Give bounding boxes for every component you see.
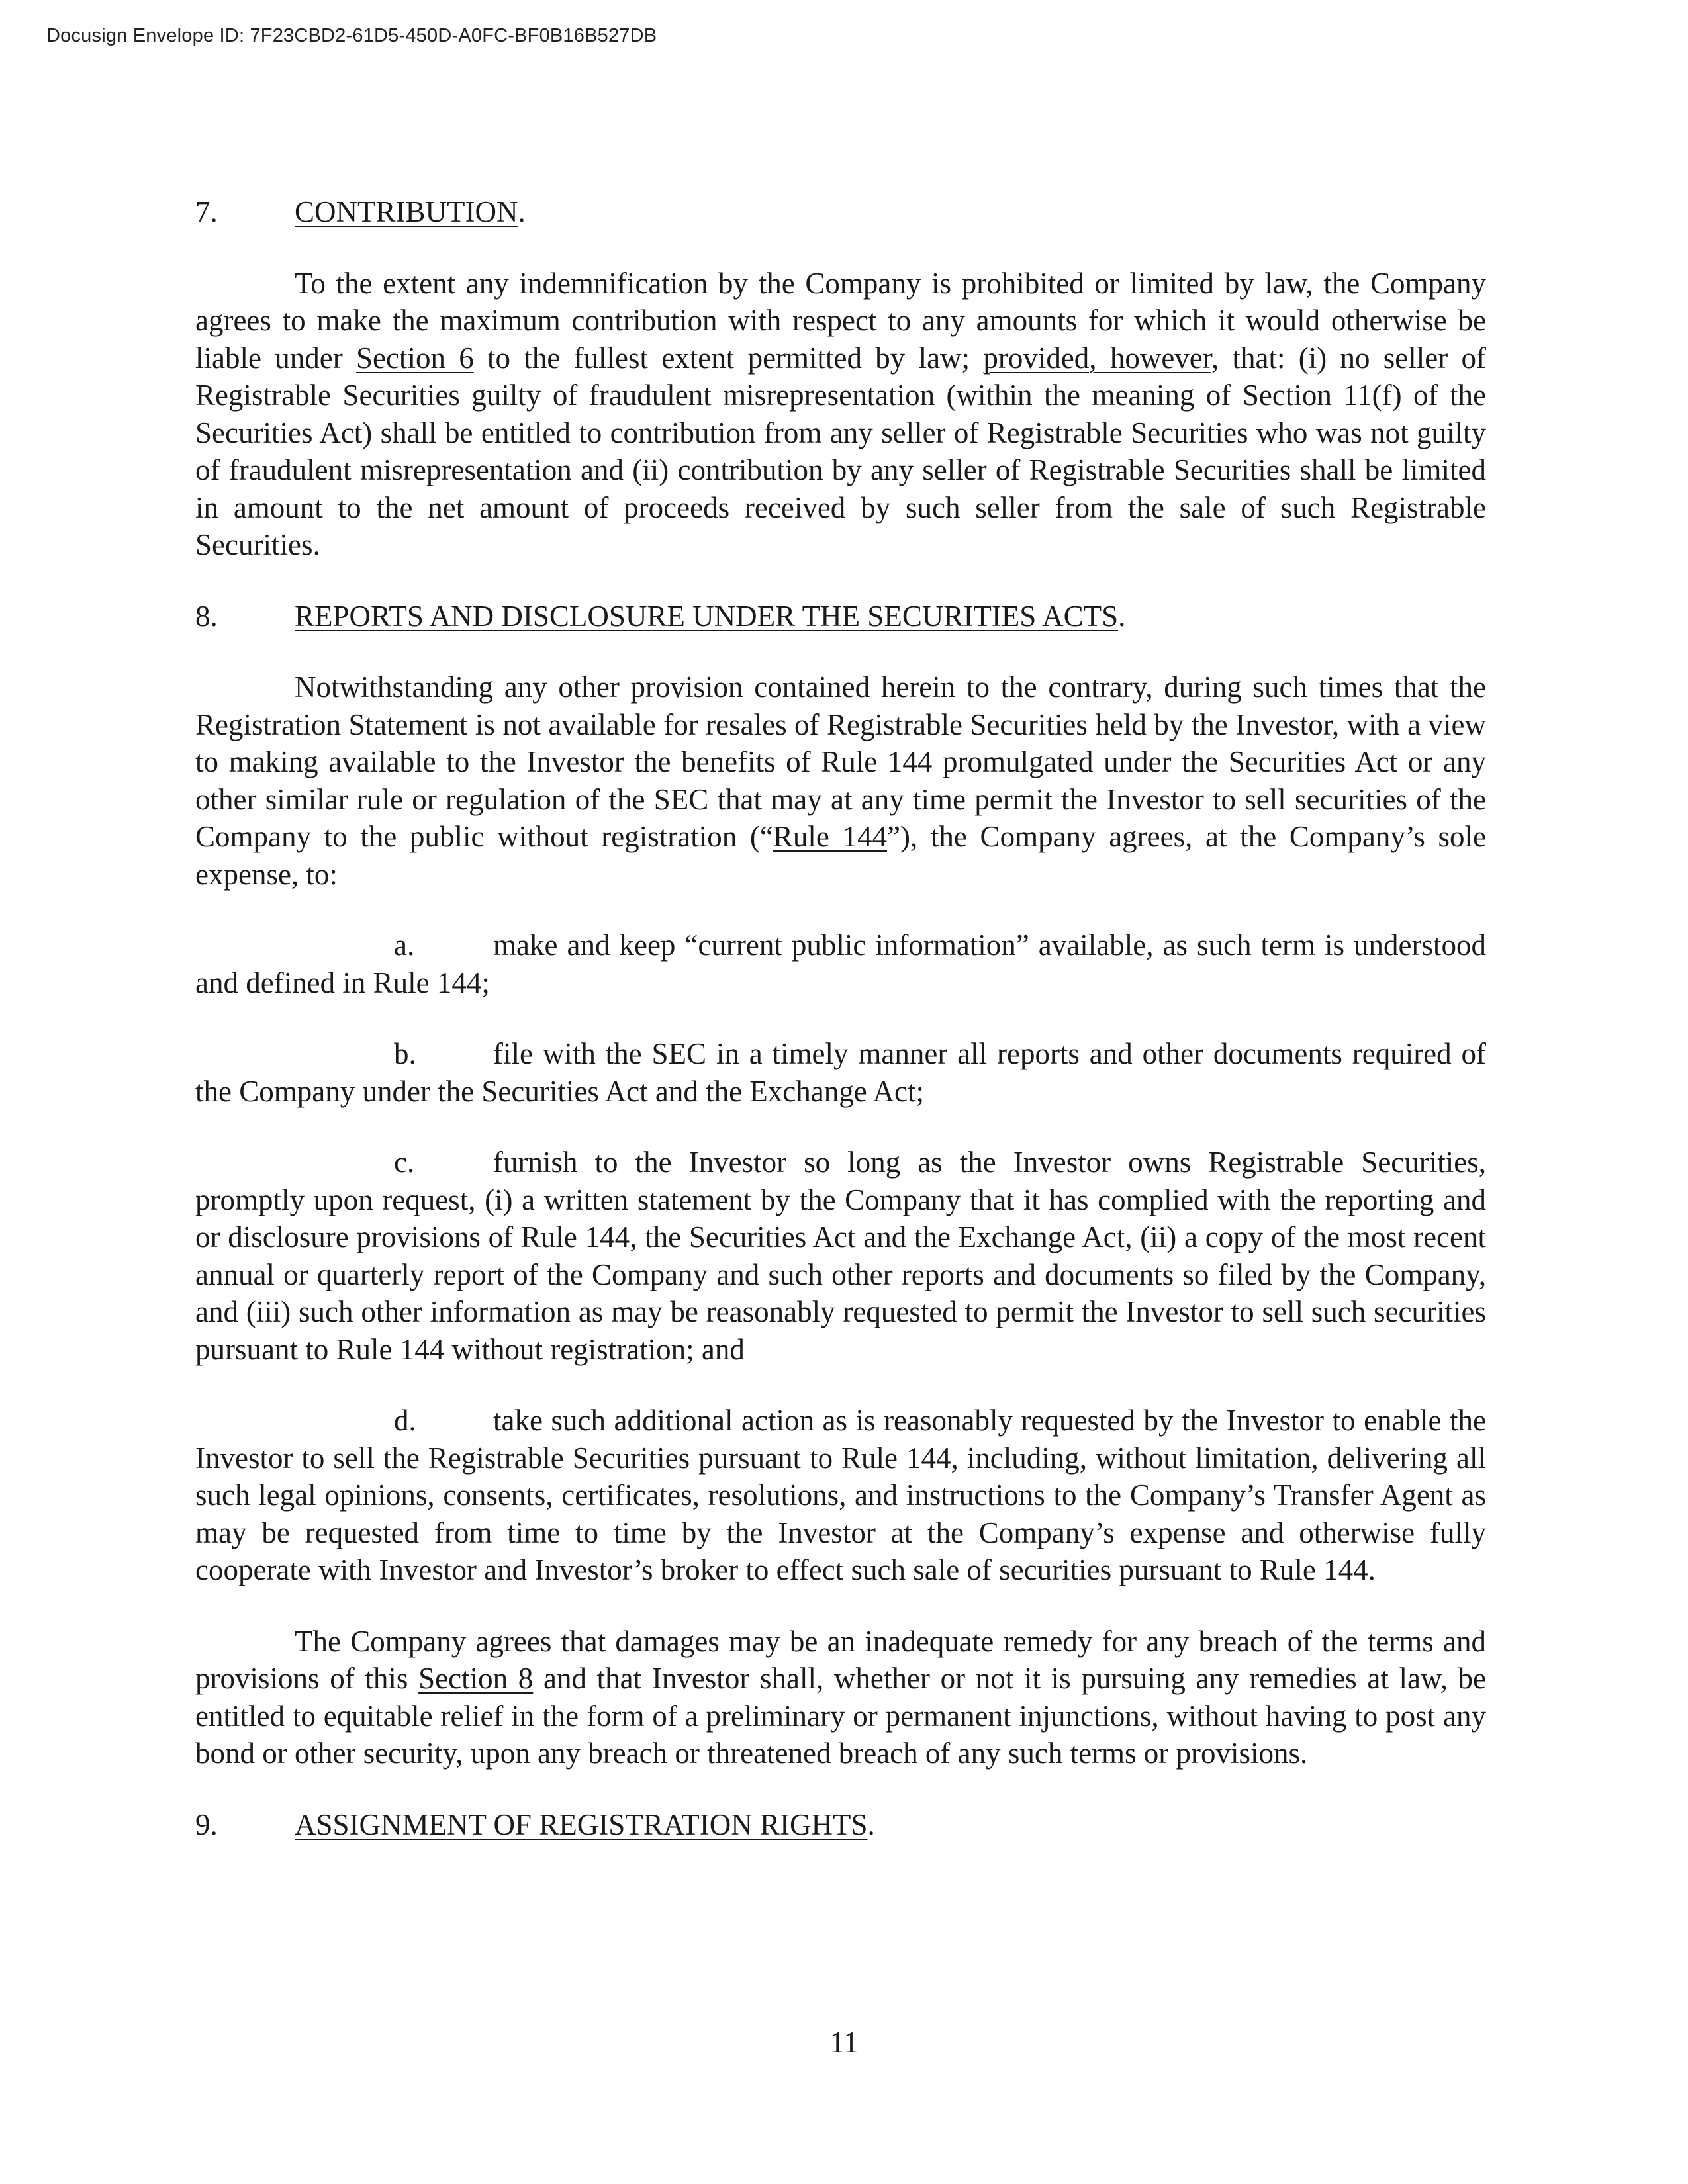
list-item-d-text: take such additional action as is reasonably requested by the Investor to enable the Investor to sell the Registrable Securities pursuant to Rule 144, including, without limitation, delivering all such legal opinions, consents, certificates, resolutions, and instructions to the Company’s Transfer Agent as may be requested from time to time by the Investor at the Company’s expense and otherwise fully cooperate with Investor and Investor’s broker to effect such sale of securities pursuant to Rule 144.	[195, 1404, 1486, 1586]
section-8-reference: Section 8	[418, 1662, 534, 1695]
section-7-title-period: .	[518, 195, 526, 228]
section-7-text-2: to the fullest extent permitted by law;	[473, 341, 984, 375]
list-item-a-letter: a.	[394, 929, 415, 962]
section-7-number: 7.	[195, 195, 218, 228]
list-item-d	[195, 1402, 1486, 1589]
provided-however-term: provided, however	[983, 341, 1211, 375]
section-8-number: 8.	[195, 599, 218, 633]
list-item-b-letter: b.	[394, 1037, 416, 1070]
section-7-paragraph	[195, 265, 1486, 564]
list-item-a	[195, 927, 1486, 1001]
section-7-title: CONTRIBUTION	[295, 195, 518, 228]
section-7-text-1: To the extent any indemnification by the Company is prohibited or limited by law, the Company agrees to make the maximum contribution with respect to any amounts for which it would otherwise be liable under	[195, 266, 1486, 375]
rule-144-defined-term: Rule 144	[773, 820, 888, 853]
docusign-envelope-id: Docusign Envelope ID: 7F23CBD2-61D5-450D-A0FC-BF0B16B527DB	[46, 25, 657, 46]
section-8-closing	[195, 1623, 1486, 1772]
section-8-title-period: .	[1118, 599, 1126, 633]
section-8-intro	[195, 668, 1486, 893]
section-6-reference: Section 6	[355, 341, 474, 375]
section-8-closing-text-1: The Company agrees that damages may be an inadequate remedy for any breach of the terms and provisions of this	[195, 1624, 1486, 1695]
list-item-d-letter: d.	[394, 1404, 416, 1437]
list-item-b-text: file with the SEC in a timely manner all reports and other documents required of the Company under the Securities Act and the Exchange Act;	[195, 1037, 1486, 1108]
list-item-c	[195, 1144, 1486, 1368]
section-8-heading	[195, 598, 1486, 635]
page-number: 11	[829, 2026, 859, 2059]
section-7-text-3: , that: (i) no seller of Registrable Securities guilty of fraudulent misrepresentation (within the meaning of Section 11(f) of the Securities Act) shall be entitled to contribution from any seller of Registrable Securities who was not guilty of fraudulent misrepresentation and (ii) contribution by any seller of Registrable Securities shall be limited in amount to the net amount of proceeds received by such seller from the sale of such Registrable Securities.	[195, 341, 1486, 561]
list-item-b	[195, 1035, 1486, 1110]
section-8-intro-text-2: ”), the Company agrees, at the Company’s sole expense, to:	[195, 820, 1486, 891]
document-body	[195, 193, 1486, 1843]
section-8-intro-text-1: Notwithstanding any other provision contained herein to the contrary, during such times that the Registration Statement is not available for resales of Registrable Securities held by the Investor, with a view to making available to the Investor the benefits of Rule 144 promulgated under the Securities Act or any other similar rule or regulation of the SEC that may at any time permit the Investor to sell securities of the Company to the public without registration (“	[195, 670, 1486, 853]
list-item-c-letter: c.	[394, 1146, 415, 1179]
section-8-closing-text-2: and that Investor shall, whether or not it is pursuing any remedies at law, be entitled to equitable relief in the form of a preliminary or permanent injunctions, without having to post any bond or other security, upon any breach or threatened breach of any such terms or provisions.	[195, 1662, 1486, 1770]
section-9-heading	[195, 1806, 1486, 1844]
list-item-c-text: furnish to the Investor so long as the Investor owns Registrable Securities, promptly upon request, (i) a written statement by the Company that it has complied with the reporting and or disclosure provisions of Rule 144, the Securities Act and the Exchange Act, (ii) a copy of the most recent annual or quarterly report of the Company and such other reports and documents so filed by the Company, and (iii) such other information as may be reasonably requested to permit the Investor to sell such securities pursuant to Rule 144 without registration; and	[195, 1146, 1486, 1366]
section-9-title: ASSIGNMENT OF REGISTRATION RIGHTS	[295, 1807, 868, 1841]
list-item-a-text: make and keep “current public information” available, as such term is understood and defined in Rule 144;	[195, 929, 1486, 999]
section-9-title-period: .	[867, 1807, 875, 1841]
section-8-title: REPORTS AND DISCLOSURE UNDER THE SECURITIES ACTS	[295, 599, 1119, 633]
section-9-number: 9.	[195, 1807, 218, 1841]
section-7-heading	[195, 193, 1486, 231]
